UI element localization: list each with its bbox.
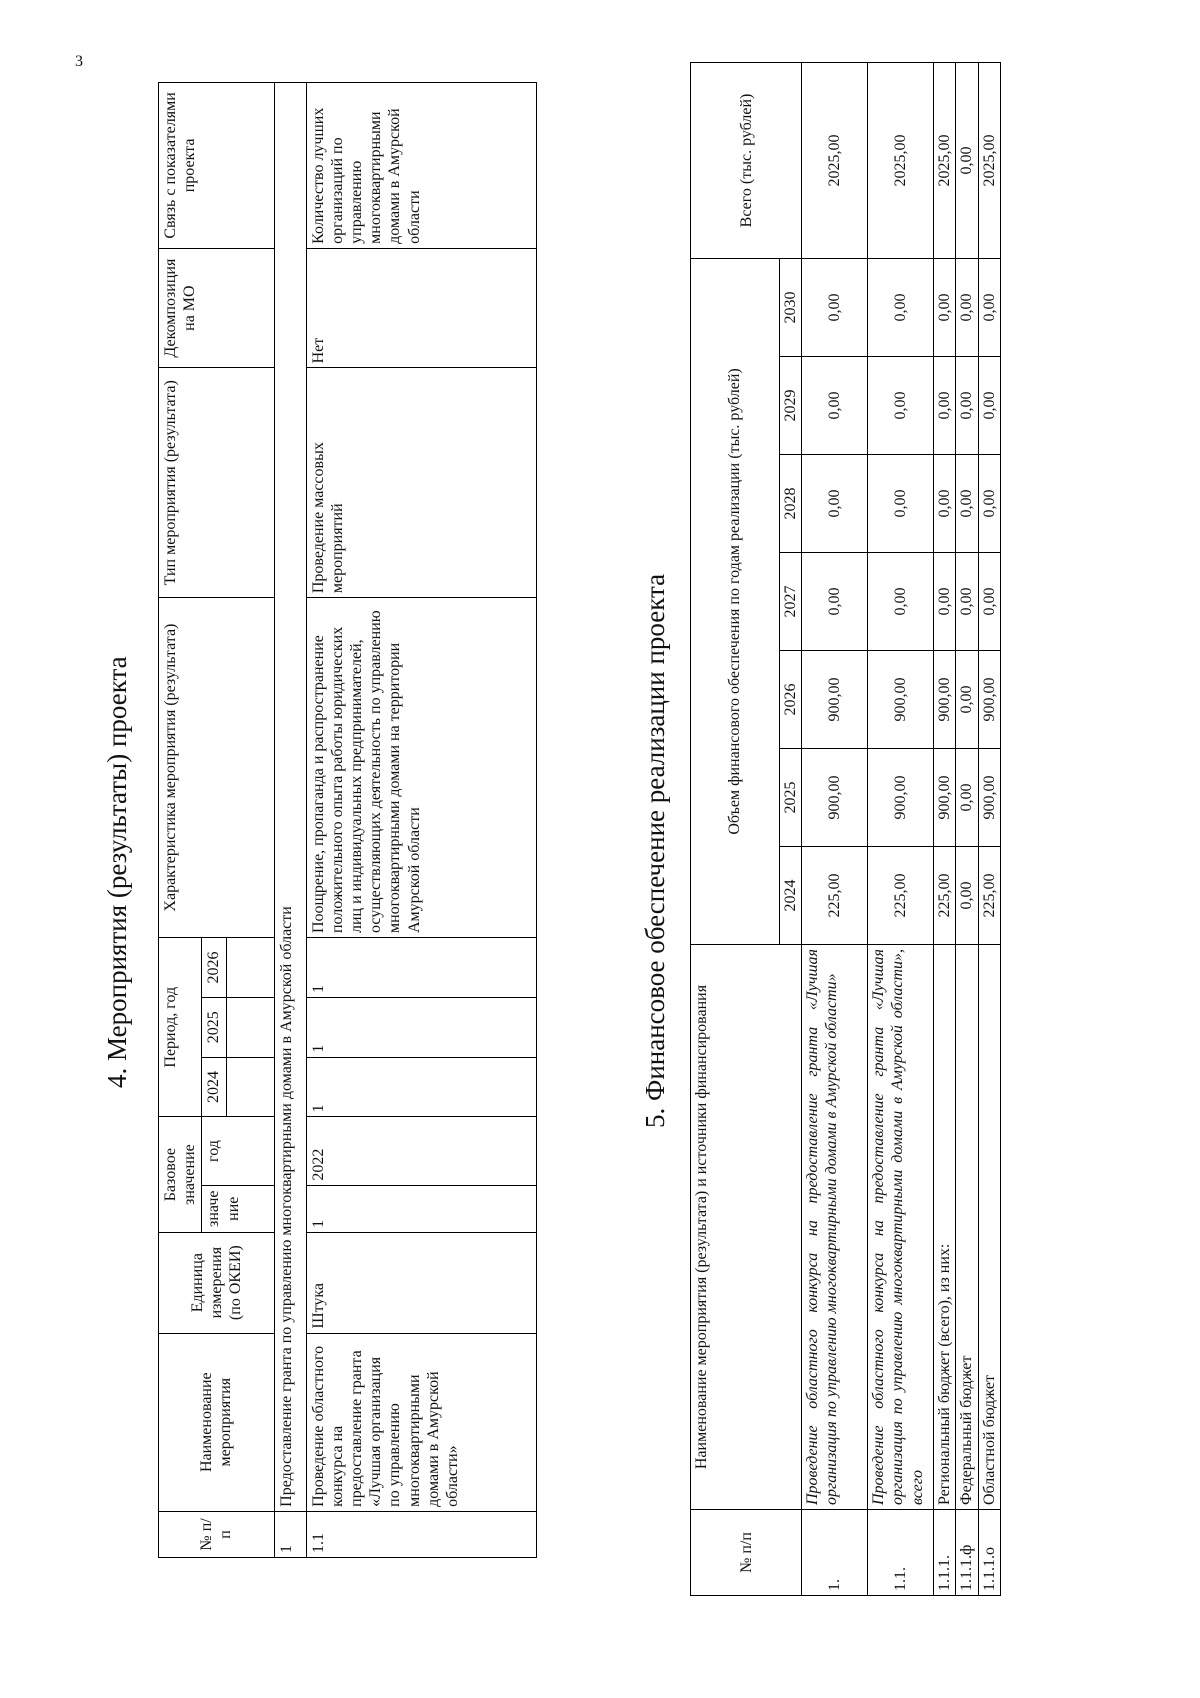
finance-cell-2027: 0,00	[956, 553, 978, 651]
finance-cell-2028: 0,00	[802, 455, 868, 553]
row-2026: 1	[306, 938, 536, 998]
page-number: 3	[75, 53, 83, 70]
finance-cell-2030: 0,00	[934, 258, 956, 356]
table-row	[934, 62, 956, 1595]
finance-row-num: 1.1.1.	[934, 1510, 956, 1596]
finance-cell-2024: 0,00	[956, 847, 978, 945]
table-row	[978, 62, 1000, 1595]
finance-cell-total: 2025,00	[802, 62, 868, 258]
header-base-value: значе ние	[202, 1185, 274, 1232]
finance-header-row-1	[691, 62, 780, 1595]
finance-cell-total: 2025,00	[934, 62, 956, 258]
group-row	[274, 83, 306, 1558]
row-base-year: 2022	[306, 1117, 536, 1185]
finance-row-name: Проведение областного конкурса на предоставление гранта «Лучшая организация по управлению многоквартирными домами в Амурской области», всего	[868, 945, 934, 1510]
finance-year-2029: 2029	[780, 357, 802, 455]
finance-cell-2025: 900,00	[868, 749, 934, 847]
header-link: Связь с показателями проекта	[159, 83, 275, 249]
activities-table	[158, 82, 537, 1558]
finance-row-num: 1.	[802, 1510, 868, 1596]
finance-cell-2027: 0,00	[868, 553, 934, 651]
section-4-title: 4. Мероприятия (результаты) проекта	[102, 656, 132, 1088]
table-row	[868, 62, 934, 1595]
header-2024: 2024	[202, 1057, 226, 1117]
table-row	[306, 83, 536, 1558]
finance-cell-2025: 900,00	[978, 749, 1000, 847]
table-row	[802, 62, 868, 1595]
finance-cell-2025: 900,00	[934, 749, 956, 847]
finance-cell-2026: 900,00	[978, 651, 1000, 749]
finance-cell-2030: 0,00	[956, 258, 978, 356]
row-2025: 1	[306, 997, 536, 1057]
finance-row-num: 1.1.1.ф	[956, 1510, 978, 1596]
finance-cell-2026: 0,00	[956, 651, 978, 749]
finance-cell-2026: 900,00	[868, 651, 934, 749]
finance-year-2025: 2025	[780, 749, 802, 847]
finance-cell-2029: 0,00	[934, 357, 956, 455]
finance-year-2026: 2026	[780, 651, 802, 749]
group-label: Предоставление гранта по управлению многоквартирными домами в Амурской области	[274, 83, 306, 1512]
row-link: Количество лучших организаций по управлению многоквартирными домами в Амурской области	[306, 83, 536, 249]
row-base-value: 1	[306, 1185, 536, 1232]
header-unit: Единица измерения (по ОКЕИ)	[159, 1232, 275, 1333]
header-base-year: год	[202, 1117, 274, 1185]
finance-cell-2028: 0,00	[978, 455, 1000, 553]
finance-row-name: Проведение областного конкурса на предоставление гранта «Лучшая организация по управлению многоквартирными домами в Амурской области»	[802, 945, 868, 1510]
header-base: Базовое значение	[159, 1117, 202, 1232]
finance-cell-2026: 900,00	[934, 651, 956, 749]
finance-cell-total: 2025,00	[978, 62, 1000, 258]
finance-cell-2029: 0,00	[978, 357, 1000, 455]
finance-cell-2029: 0,00	[956, 357, 978, 455]
header-row-1	[159, 83, 202, 1558]
header-decomposition: Декомпозиция на МО	[159, 248, 275, 368]
finance-cell-2030: 0,00	[978, 258, 1000, 356]
row-2024: 1	[306, 1057, 536, 1117]
finance-cell-2025: 900,00	[802, 749, 868, 847]
finance-cell-2027: 0,00	[802, 553, 868, 651]
finance-header-volume: Объем финансового обеспечения по годам реализации (тыс. рублей)	[691, 258, 780, 944]
header-2025: 2025	[202, 997, 226, 1057]
finance-cell-2024: 225,00	[934, 847, 956, 945]
finance-header-total: Всего (тыс. рублей)	[691, 62, 802, 258]
finance-row-num: 1.1.	[868, 1510, 934, 1596]
row-num: 1.1	[306, 1511, 536, 1557]
group-num: 1	[274, 1511, 306, 1557]
finance-cell-2024: 225,00	[802, 847, 868, 945]
finance-header-num: № п/п	[691, 1510, 802, 1596]
finance-cell-2024: 225,00	[868, 847, 934, 945]
header-2026: 2026	[202, 938, 226, 998]
finance-year-2028: 2028	[780, 455, 802, 553]
finance-row-num: 1.1.1.о	[978, 1510, 1000, 1596]
row-name: Проведение областного конкурса на предоставление гранта «Лучшая организация по управлению многоквартирными домами в Амурской области»	[306, 1333, 536, 1511]
finance-year-2030: 2030	[780, 258, 802, 356]
header-name: Наименование мероприятия	[159, 1333, 275, 1511]
header-characteristic: Характеристика мероприятия (результата)	[159, 598, 275, 938]
finance-row-name: Федеральный бюджет	[956, 945, 978, 1510]
header-period: Период, год	[159, 938, 202, 1117]
finance-header-name: Наименование мероприятия (результата) и источники финансирования	[691, 945, 802, 1510]
finance-cell-2027: 0,00	[978, 553, 1000, 651]
finance-row-name: Региональный бюджет (всего), из них:	[934, 945, 956, 1510]
finance-row-name: Областной бюджет	[978, 945, 1000, 1510]
header-num: № п/п	[159, 1511, 275, 1557]
finance-year-2027: 2027	[780, 553, 802, 651]
finance-cell-2028: 0,00	[956, 455, 978, 553]
finance-cell-2025: 0,00	[956, 749, 978, 847]
finance-cell-2030: 0,00	[868, 258, 934, 356]
finance-cell-2027: 0,00	[934, 553, 956, 651]
finance-cell-total: 0,00	[956, 62, 978, 258]
finance-table	[690, 62, 1001, 1596]
finance-cell-2029: 0,00	[868, 357, 934, 455]
finance-cell-total: 2025,00	[868, 62, 934, 258]
finance-cell-2028: 0,00	[934, 455, 956, 553]
row-characteristic: Поощрение, пропаганда и распространение положительного опыта работы юридических лиц и индивидуальных предпринимателей, осуществляющих деятельность по управлению многоквартирными домами на территории Амурской области	[306, 598, 536, 938]
row-type: Проведение массовых мероприятий	[306, 368, 536, 598]
finance-cell-2030: 0,00	[802, 258, 868, 356]
finance-cell-2028: 0,00	[868, 455, 934, 553]
finance-cell-2029: 0,00	[802, 357, 868, 455]
finance-cell-2024: 225,00	[978, 847, 1000, 945]
row-unit: Штука	[306, 1232, 536, 1333]
row-decomposition: Нет	[306, 248, 536, 368]
section-5-title: 5. Финансовое обеспечение реализации проекта	[640, 573, 670, 1128]
finance-cell-2026: 900,00	[802, 651, 868, 749]
finance-year-2024: 2024	[780, 847, 802, 945]
header-type: Тип мероприятия (результата)	[159, 368, 275, 598]
table-row	[956, 62, 978, 1595]
